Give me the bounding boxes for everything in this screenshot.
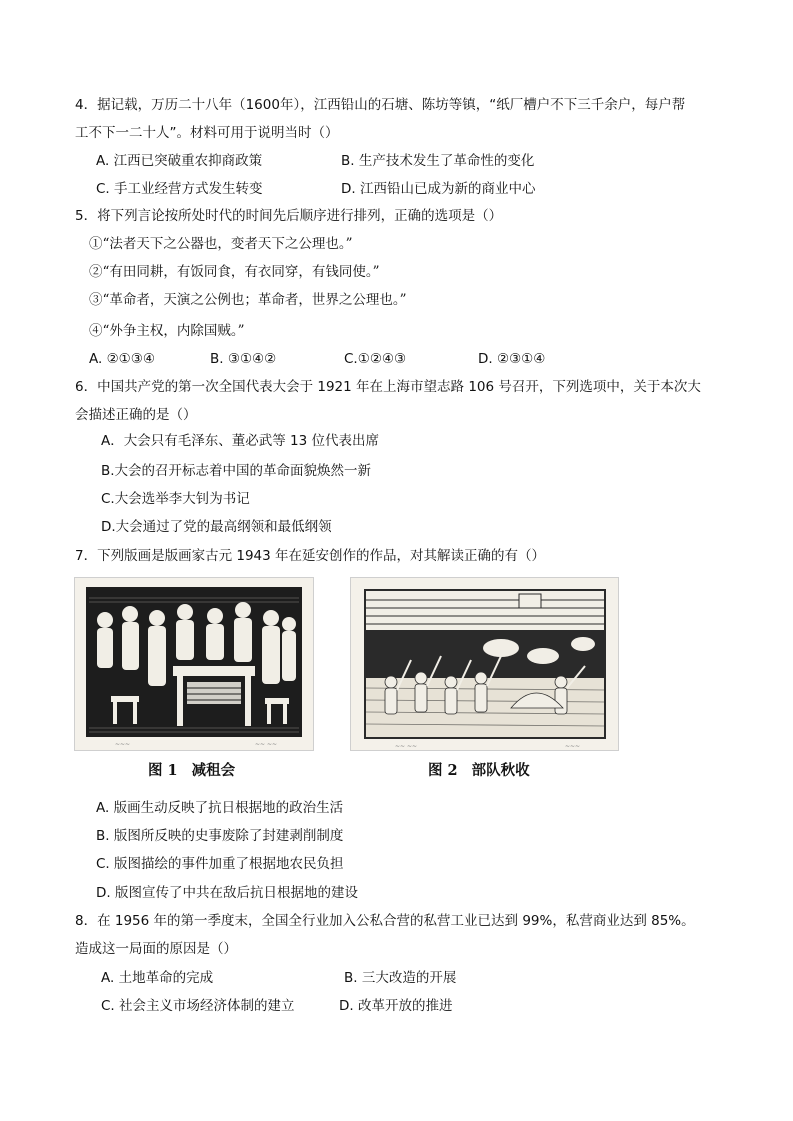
q5-option-c: C.①②④③ (344, 351, 407, 367)
q5-quote-1: ①“法者天下之公器也，变者天下之公理也。” (89, 236, 353, 252)
q5-option-a: A. ②①③④ (89, 351, 155, 367)
q7-option-b: B. 版图所反映的史事废除了封建剥削制度 (96, 828, 344, 844)
q4-option-b: B. 生产技术发生了革命性的变化 (341, 153, 535, 169)
svg-text:~~ ~~: ~~ ~~ (255, 741, 278, 748)
q6-option-a: A．大会只有毛泽东、董必武等 13 位代表出席 (101, 433, 379, 449)
q6-option-b: B.大会的召开标志着中国的革命面貌焕然一新 (101, 463, 372, 479)
figure1-title: 减租会 (191, 762, 236, 779)
woodcut-army-autumn-harvest-image (350, 577, 619, 751)
q5-option-b: B. ③①④② (210, 351, 277, 367)
q5-quote-2: ②“有田同耕，有饭同食，有衣同穿，有钱同使。” (89, 264, 380, 280)
q7-option-a: A. 版画生动反映了抗日根据地的政治生活 (96, 800, 344, 816)
q7-stem: 7．下列版画是版画家古元 1943 年在延安创作的作品，对其解读正确的有（） (75, 548, 546, 564)
q8-stem-line2: 造成这一局面的原因是（） (75, 941, 237, 957)
svg-text:~~~: ~~~ (565, 743, 581, 750)
figure2-title: 部队秋收 (471, 762, 530, 779)
figure2-caption (428, 759, 530, 780)
q8-option-c: C. 社会主义市场经济体制的建立 (101, 998, 295, 1014)
figure1-caption (148, 759, 235, 780)
q7-option-d: D. 版图宣传了中共在敌后抗日根据地的建设 (96, 885, 358, 901)
q5-stem: 5．将下列言论按所处时代的时间先后顺序进行排列，正确的选项是（） (75, 208, 503, 224)
q5-quote-3: ③“革命者，天演之公例也；革命者，世界之公理也。” (89, 292, 407, 308)
q5-option-d: D. ②③①④ (478, 351, 546, 367)
q7-option-c: C. 版图描绘的事件加重了根据地农民负担 (96, 856, 344, 872)
q8-option-b: B. 三大改造的开展 (344, 970, 457, 986)
svg-text:~~~: ~~~ (115, 741, 131, 748)
q6-stem-line1: 6．中国共产党的第一次全国代表大会于 1921 年在上海市望志路 106 号召开，下列选项中，关于本次大 (75, 379, 701, 395)
svg-text:~~ ~~: ~~ ~~ (395, 743, 418, 750)
q8-option-d: D. 改革开放的推进 (339, 998, 453, 1014)
q4-option-d: D. 江西铅山已成为新的商业中心 (341, 181, 536, 197)
q8-stem-line1: 8．在 1956 年的第一季度末，全国全行业加入公私合营的私营工业已达到 99%，私营商业达到 85%。 (75, 913, 695, 929)
q6-stem-line2: 会描述正确的是（） (75, 407, 197, 423)
q8-option-a: A. 土地革命的完成 (101, 970, 214, 986)
q4-stem-line1: 4．据记载，万历二十八年（1600年），江西铅山的石塘、陈坊等镇，“纸厂槽户不下三千余户，每户帮 (75, 97, 686, 113)
figure2-label: 图 2 (428, 762, 458, 779)
q5-quote-4: ④“外争主权，内除国贼。” (89, 323, 245, 339)
q6-option-c: C.大会选举李大钊为书记 (101, 491, 250, 507)
figure1-label: 图 1 (148, 762, 178, 779)
q4-option-c: C. 手工业经营方式发生转变 (96, 181, 263, 197)
q6-option-d: D.大会通过了党的最高纲领和最低纲领 (101, 519, 332, 535)
woodcut-rent-reduction-meeting-image (74, 577, 314, 751)
q4-option-a: A. 江西已突破重农抑商政策 (96, 153, 263, 169)
q4-stem-line2: 工不下一二十人”。材料可用于说明当时（） (75, 125, 339, 141)
